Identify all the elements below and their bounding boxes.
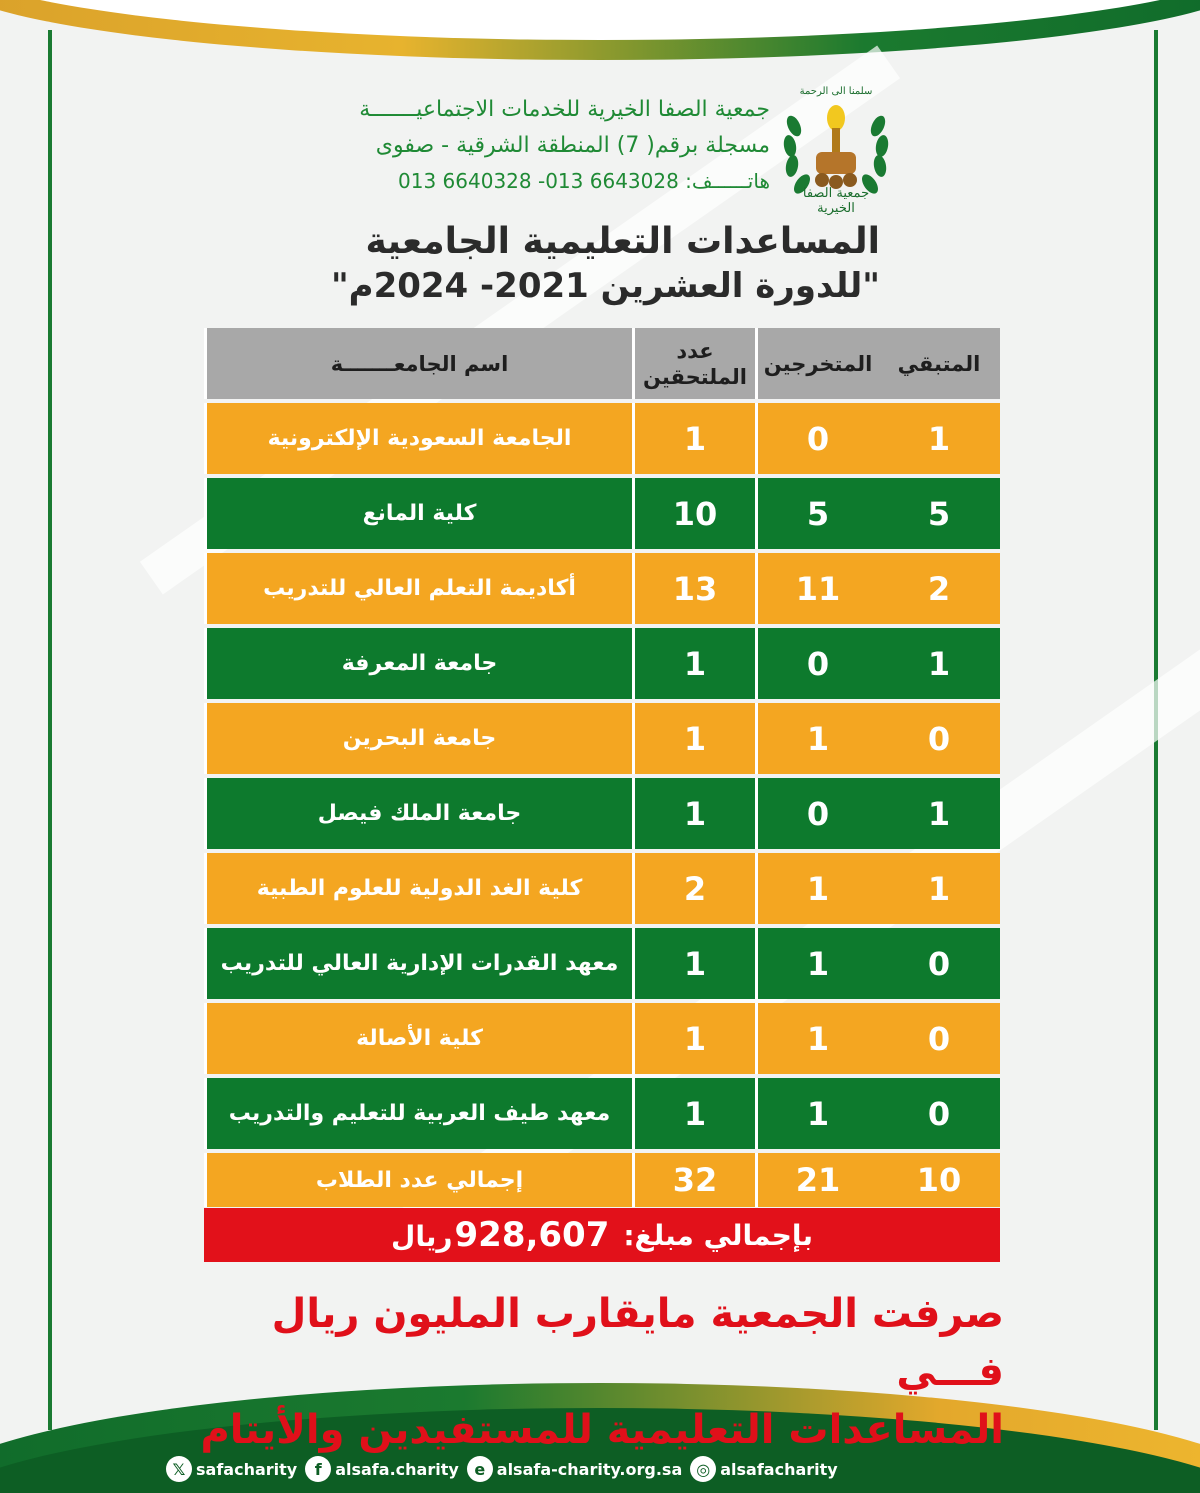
table-header-row <box>204 328 1000 399</box>
graduates-count: 1 <box>755 1003 878 1074</box>
header-university-name: اسم الجامعـــــــة <box>204 328 632 399</box>
enrolled-count: 1 <box>632 1003 755 1074</box>
total-remaining: 10 <box>878 1153 1000 1207</box>
left-border-line <box>48 30 52 1430</box>
table-total-row <box>204 1153 1000 1207</box>
instagram-handle: alsafacharity <box>720 1459 838 1479</box>
university-name: كلية المانع <box>204 478 632 549</box>
website-icon: e <box>467 1456 493 1482</box>
graduates-count: 11 <box>755 553 878 624</box>
instagram-icon: ◎ <box>690 1456 716 1482</box>
amount-figure <box>391 1215 609 1255</box>
graduates-count: 5 <box>755 478 878 549</box>
table-body <box>204 403 1000 1149</box>
remaining-count: 5 <box>878 478 1000 549</box>
amount-value: 928,607 <box>454 1215 610 1255</box>
enrolled-count: 10 <box>632 478 755 549</box>
table-row <box>204 553 1000 624</box>
table-row <box>204 478 1000 549</box>
table-row <box>204 928 1000 999</box>
logo-caption: جمعية الصفا الخيرية <box>802 186 870 216</box>
university-table <box>204 328 1000 1211</box>
amount-label: بإجمالي مبلغ: <box>623 1218 813 1252</box>
remaining-count: 1 <box>878 403 1000 474</box>
enrolled-count: 2 <box>632 853 755 924</box>
total-graduates: 21 <box>755 1153 878 1207</box>
page-title <box>240 220 880 308</box>
university-name: معهد القدرات الإدارية العالي للتدريب <box>204 928 632 999</box>
remaining-count: 0 <box>878 928 1000 999</box>
amount-unit: ريال <box>391 1220 453 1253</box>
university-name: الجامعة السعودية الإلكترونية <box>204 403 632 474</box>
facebook-handle: alsafa.charity <box>335 1459 459 1479</box>
university-name: كلية الغد الدولية للعلوم الطبية <box>204 853 632 924</box>
enrolled-count: 1 <box>632 1078 755 1149</box>
university-name: جامعة البحرين <box>204 703 632 774</box>
header-remaining: المتبقي <box>878 328 1000 399</box>
table-row <box>204 778 1000 849</box>
table-row <box>204 1003 1000 1074</box>
graduates-count: 1 <box>755 1078 878 1149</box>
graduates-count: 1 <box>755 928 878 999</box>
university-name: أكاديمة التعلم العالي للتدريب <box>204 553 632 624</box>
organization-name: جمعية الصفا الخيرية للخدمات الاجتماعيـــــــة <box>359 97 770 122</box>
x-icon: 𝕏 <box>166 1456 192 1482</box>
university-name: معهد طيف العربية للتعليم والتدريب <box>204 1078 632 1149</box>
table-row <box>204 628 1000 699</box>
header-graduates: المتخرجين <box>755 328 878 399</box>
remaining-count: 0 <box>878 1003 1000 1074</box>
remaining-count: 1 <box>878 628 1000 699</box>
table-row <box>204 1078 1000 1149</box>
total-amount-bar <box>204 1208 1000 1262</box>
enrolled-count: 1 <box>632 928 755 999</box>
social-website[interactable] <box>467 1456 682 1482</box>
enrolled-count: 13 <box>632 553 755 624</box>
facebook-icon: f <box>305 1456 331 1482</box>
remaining-count: 0 <box>878 703 1000 774</box>
organization-phone: هاتــــــف: 6643028 013- 6640328 013 <box>398 169 770 193</box>
enrolled-count: 1 <box>632 703 755 774</box>
remaining-count: 0 <box>878 1078 1000 1149</box>
header-enrolled: عدد الملتحقين <box>632 328 755 399</box>
logo-top-text: سلمنا الى الرحمة <box>799 86 873 97</box>
website-url: alsafa-charity.org.sa <box>496 1459 683 1479</box>
slogan-line-2: المساعدات التعليمية للمستفيدين والأيتام <box>200 1407 1004 1453</box>
slogan <box>184 1285 1004 1459</box>
graduates-count: 0 <box>755 628 878 699</box>
enrolled-count: 1 <box>632 403 755 474</box>
remaining-count: 2 <box>878 553 1000 624</box>
title-line-1: المساعدات التعليمية الجامعية <box>365 221 880 262</box>
table-row <box>204 403 1000 474</box>
graduates-count: 0 <box>755 778 878 849</box>
organization-registration: مسجلة برقم( 7) المنطقة الشرقية - صفوى <box>375 133 770 158</box>
graduates-count: 0 <box>755 403 878 474</box>
total-enrolled: 32 <box>632 1153 755 1207</box>
remaining-count: 1 <box>878 853 1000 924</box>
enrolled-count: 1 <box>632 778 755 849</box>
total-label: إجمالي عدد الطلاب <box>204 1153 632 1207</box>
social-footer <box>166 1452 838 1486</box>
graduates-count: 1 <box>755 853 878 924</box>
social-instagram[interactable] <box>690 1456 837 1482</box>
table-row <box>204 703 1000 774</box>
university-name: كلية الأصالة <box>204 1003 632 1074</box>
remaining-count: 1 <box>878 778 1000 849</box>
table-row <box>204 853 1000 924</box>
title-line-2: "للدورة العشرين 2021- 2024م" <box>330 266 880 306</box>
slogan-line-1: صرفت الجمعية مايقارب المليون ريال فـــي <box>271 1291 1004 1395</box>
graduates-count: 1 <box>755 703 878 774</box>
organization-info <box>290 92 770 198</box>
enrolled-count: 1 <box>632 628 755 699</box>
social-facebook[interactable] <box>305 1456 459 1482</box>
university-name: جامعة الملك فيصل <box>204 778 632 849</box>
university-name: جامعة المعرفة <box>204 628 632 699</box>
social-x[interactable] <box>166 1456 297 1482</box>
x-handle: safacharity <box>196 1459 298 1479</box>
